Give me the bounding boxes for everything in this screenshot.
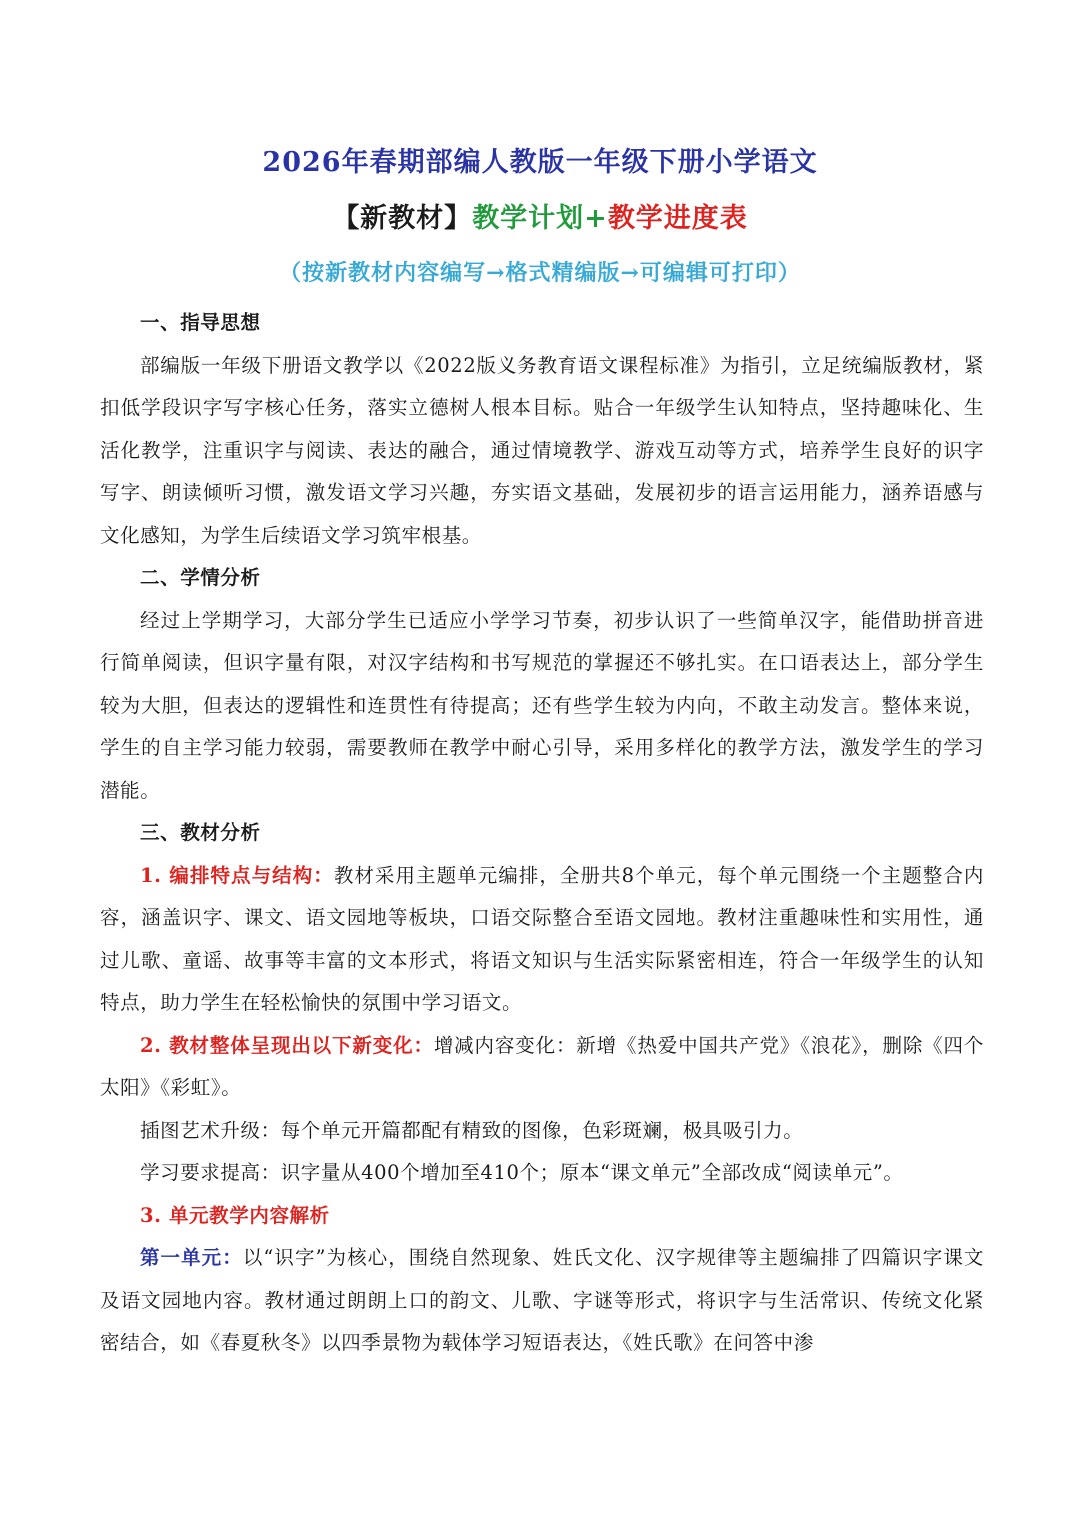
- section2-paragraph: 经过上学期学习，大部分学生已适应小学学习节奏，初步认识了一些简单汉字，能借助拼音进行简单阅读，但识字量有限，对汉字结构和书写规范的掌握还不够扎实。在口语表达上，部分学生较为大胆，但表达的逻辑性和连贯性有待提高；还有些学生较为内向，不敢主动发言。整体来说，学生的自主学习能力较弱，需要教师在教学中耐心引导，采用多样化的教学方法，激发学生的学习潜能。: [100, 608, 984, 802]
- document-subtitle: [0, 196, 1080, 235]
- subtitle-green: 教学计划+: [472, 203, 608, 234]
- document-note: （按新教材内容编写→格式精编版→可编辑可打印）: [279, 260, 801, 286]
- item2-label: 2. 教材整体呈现出以下新变化：: [140, 1033, 434, 1057]
- item1-label: 1. 编排特点与结构：: [140, 863, 334, 887]
- item2-line2: 插图艺术升级：每个单元开篇都配有精致的图像，色彩斑斓，极具吸引力。: [140, 1118, 804, 1142]
- section1-heading: 一、指导思想: [140, 311, 261, 334]
- section3-item2: [100, 1025, 984, 1110]
- subtitle-red: 教学进度表: [607, 203, 748, 234]
- section3-item3: [100, 1195, 984, 1238]
- item3-label: 3. 单元教学内容解析: [140, 1203, 330, 1227]
- item1-text: 教材采用主题单元编排，全册共8个单元，每个单元围绕一个主题整合内容，涵盖识字、课文、语文园地等板块，口语交际整合至语文园地。教材注重趣味性和实用性，通过儿歌、童谣、故事等丰富的文本形式，将语文知识与生活实际紧密相连，符合一年级学生的认知特点，助力学生在轻松愉快的氛围中学习语文。: [100, 863, 984, 1014]
- document-title: 2026年春期部编人教版一年级下册小学语文: [262, 147, 818, 178]
- section3-item1: [100, 855, 984, 1025]
- section2-heading: 二、学情分析: [140, 566, 261, 589]
- item2-line3: 学习要求提高：识字量从400个增加至410个；原本“课文单元”全部改成“阅读单元”。: [140, 1161, 904, 1184]
- item2-text: 增减内容变化：新增《热爱中国共产党》《浪花》，删除《四个太阳》《彩虹》。: [100, 1033, 984, 1099]
- section3-heading: 三、教材分析: [140, 821, 261, 844]
- unit1-label: 第一单元：: [140, 1246, 243, 1269]
- unit1-paragraph: [100, 1237, 984, 1365]
- section1-paragraph: 部编版一年级下册语文教学以《2022版义务教育语文课程标准》为指引，立足统编版教材，紧扣低学段识字写字核心任务，落实立德树人根本目标。贴合一年级学生认知特点，坚持趣味化、生活化教学，注重识字与阅读、表达的融合，通过情境教学、游戏互动等方式，培养学生良好的识字写字、朗读倾听习惯，激发语文学习兴趣，夯实语文基础，发展初步的语言运用能力，涵养语感与文化感知，为学生后续语文学习筑牢根基。: [100, 353, 984, 547]
- subtitle-bracket: 【新教材】: [332, 203, 473, 234]
- unit1-text: 以“识字”为核心，围绕自然现象、姓氏文化、汉字规律等主题编排了四篇识字课文及语文园地内容。教材通过朗朗上口的韵文、儿歌、字谜等形式，将识字与生活常识、传统文化紧密结合，如《春夏秋冬》以四季景物为载体学习短语表达，《姓氏歌》在问答中渗: [100, 1246, 984, 1354]
- document-body: [100, 302, 984, 1365]
